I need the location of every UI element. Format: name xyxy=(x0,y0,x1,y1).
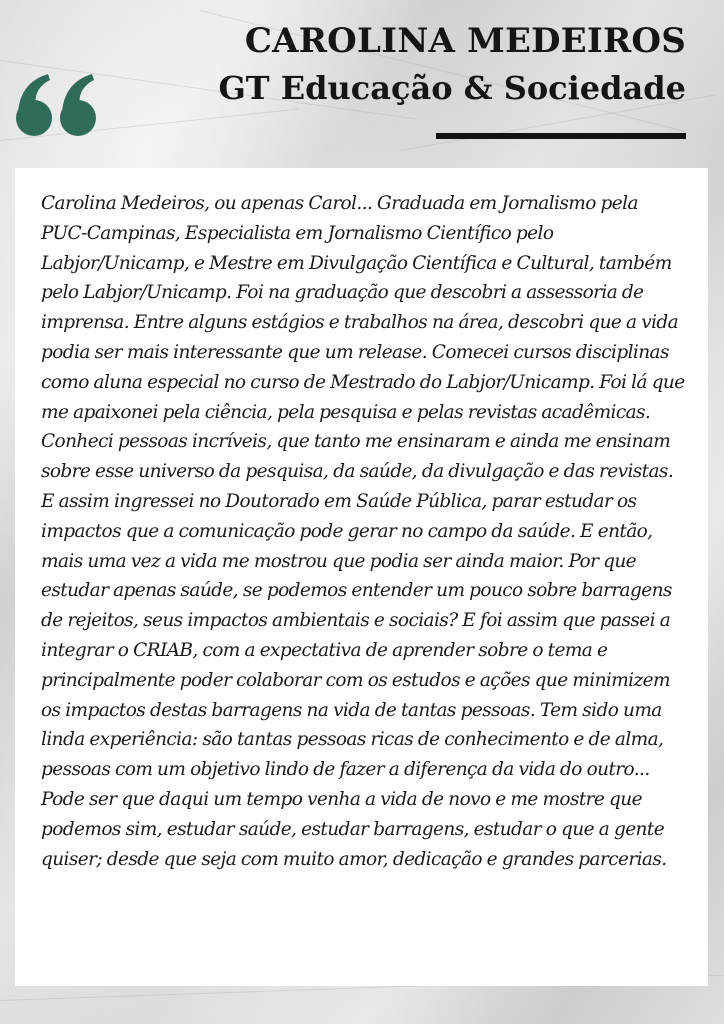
person-name: CAROLINA MEDEIROS xyxy=(244,21,686,61)
group-name: GT Educação & Sociedade xyxy=(218,69,686,107)
page-title xyxy=(218,21,686,107)
title-underline xyxy=(436,133,686,139)
bio-box xyxy=(15,168,708,986)
double-quote-icon xyxy=(12,40,102,150)
bio-text: Carolina Medeiros, ou apenas Carol... Graduada em Jornalismo pela PUC-Campinas, Especialista em Jornalismo Científico pelo Labjor/Unicamp, e Mestre em Divulgação Científica e Cultural, também pelo Labjor/Unicamp. Foi na graduação que descobri a assessoria de imprensa. Entre alguns estágios e trabalhos na área, descobri que a vida podia ser mais interessante que um release. Comecei cursos disciplinas como aluna especial no curso de Mestrado do Labjor/Unicamp. Foi lá que me apaixonei pela ciência, pela pesquisa e pelas revistas acadêmicas. Conheci pessoas incríveis, que tanto me ensinaram e ainda me ensinam sobre esse universo da pesquisa, da saúde, da divulgação e das revistas. E assim ingressei no Doutorado em Saúde Pública, parar estudar os impactos que a comunicação pode gerar no campo da saúde. E então, mais uma vez a vida me mostrou que podia ser ainda maior. Por que estudar apenas saúde, se podemos entender um pouco sobre barragens de rejeitos, seus impactos ambientais e sociais? E foi assim que passei a integrar o CRIAB, com a expectativa de aprender sobre o tema e principalmente poder colaborar com os estudos e ações que minimizem os impactos destas barragens na vida de tantas pessoas. Tem sido uma linda experiência: são tantas pessoas ricas de conhecimento e de alma, pessoas com um objetivo lindo de fazer a diferença da vida do outro... Pode ser que daqui um tempo venha a vida de novo e me mostre que podemos sim, estudar saúde, estudar barragens, estudar o que a gente quiser; desde que seja com muito amor, dedicação e grandes parcerias. xyxy=(41,193,685,870)
